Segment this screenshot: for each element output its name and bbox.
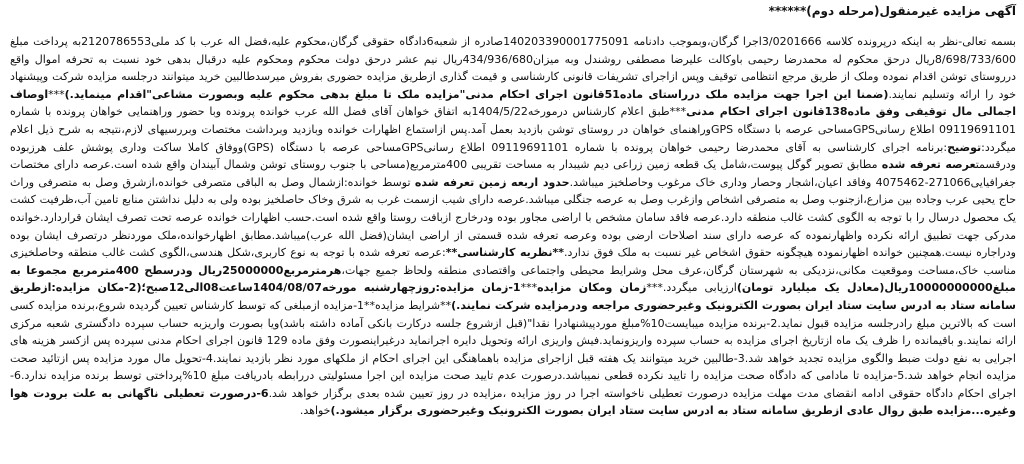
notice-text-segment: بسمه تعالی-نظر به اینکه درپرونده کلاسه 3/0201666اجرا گرگان،وبموجب دادنامه 140203390001775091صادره از شعبه6دادگاه حقوقی گرگان،محکوم علیه،فضل اله عرب با کد ملی2120786553به پرداخت مبلغ 8/698/733/600ریال درحق محکوم له محمدرضا رحیمی باوکالت علیرضا مصطفی روشندل وبه میزان434/936/680ریال نیم عشر درحق دولت محکوم ومحکوم علیه درقبال بدهی خود نسبت به تحرفه اموال واقع درروستای توشن اقدام نموده وملک از طریق مرجع انتظامی توقیف وپس ازاجرای تشریفات قانونی کارشناسی و قیمت گذاری ازطریق مزایده حضوری بفروش میرسدطالبین خرید میتوانند درجلسه مزایده شرکت وپیشنهاد خود را ارائه وتسلیم نمایند. <box>10 35 1016 101</box>
notice-text-segment: خواهد. <box>299 404 331 418</box>
notice-text-segment: **شرایط مزایده**1-مزایده ازمبلغی که توسط کارشناس تعیین گردیده شروع،برنده مزایده کسی است که بالاترین مبلغ رادرجلسه مزایده قبول نماید.2-برنده مزایده میبایست10%مبلغ موردپیشنهادرا نقدا"(قبل ازشروع جلسه درکارت بانکی آماده داشته باشد)ویا بصورت واریزبه حساب سپرده دادگستری شعبه مرکزی ارائه نمایند.و باقیمانده را ظرف یک ماه ازتاریخ اجرای مزایده به حساب سپرده واریزونماید.فیش واریزی ارائه وتحویل دایره اجرانماید درغیراینصورت وفق ماده 129 قانون اجرای احکام مدنی سپرده پس ازکسر هزینه های اجرایی به نفع دولت ضبط والگوی مزایده تجدید خواهد شد.3-طالبین خرید میتوانند یک هفته قبل ازاجرای مزایده باهماهنگی این اجرای احکام از ملکهای مورد نظر بازدید نمایند.4-تحویل مال مورد مزایده پس ازتائید صحت مزایده انجام خواهد شد.5-مزایده تا مادامی که دادگاه صحت مزایده را تایید نکرده قطعی نمیباشد.درصورت عدم تایید صحت مزایده این اجرا مسئولیتی دررابطه بادریافت مبلغ 10%پرداختی توسط برنده مزایده ندارد.6-اجرای احکام دادگاه حقوقی ادامه انقضای مدت مهلت مزایده درصورت تعطیلی ناخواسته اجرا در روز مزایده ،مزایده در روز تعیین شده بعدی برگزار خواهد شد. <box>10 298 1016 400</box>
notice-emphasis-segment: حدود اربعه زمین تعرفه شده <box>414 175 570 189</box>
notice-text-segment: ***طبق اعلام کارشناس درمورخه1404/5/22به اتفاق خواهان آقای فضل الله عرب خوانده پرونده وبا حضور وراهنمایی خواهان پرونده با شماره 09119691101 اطلاع رسانیGPSمساحی عرصه با دستگاه GPSوراهنمای خواهان در روستای توشن بازدید بعمل آمد.پس ازاستماع اظهارات خوانده وبازدید وبرداشت مختصات وبررسیهای لازم،نتیجه به شرح ذیل اعلام میگردد: <box>10 105 1016 154</box>
notice-emphasis-segment: 6-درصورت تعطیلی ناگهانی به علت برودت هوا وغیره...مزایده طبق روال عادی ازطریق سامانه ستاد به ادرس سایت ستاد ایران بصورت الکترونیک وغیرحضوری برگزار میشود.) <box>10 386 1016 418</box>
auction-notice <box>2 2 1022 464</box>
notice-text-segment: :برنامه اجرای کارشناسی به آقای محمدرضا رحیمی خواهان پرونده با شماره 09119691101 اطلاع رسانیGPSمساحی عرصه با دستگاه (GPS)ووفاق کاملا ساکت وداری پوشش علف هرزبوده ودرقسمت <box>10 140 1016 172</box>
notice-emphasis-segment: اوصاف اجمالی مال توقیفی وفق ماده138قانون اجرای احکام مدنی <box>10 87 1016 119</box>
notice-title: آگهی مزایده غیرمنقول(مرحله دوم)****** <box>768 4 1016 18</box>
notice-text-segment: :عرصه تعرفه شده با توجه به نوع کاربری،شکل هندسی،الگوی کشت غالب منطقه وحاصلخیزی مناسب خاک،مساحت وموقعیت مکانی،نزدیکی به شهرستان گرگان،عرف محل وشرایط محیطی واجتماعی واقتصادی منطقه ولحاظ جمیع جهات، <box>10 246 1016 277</box>
notice-text-segment: *** <box>520 281 538 295</box>
notice-text-segment: ارزیابی میگردد.*** <box>646 281 737 295</box>
notice-emphasis-segment: **نظریه کارشناسی** <box>445 246 565 260</box>
notice-emphasis-segment: 1-زمان مزایده:روزچهارشنبه مورخه1404/08/07ساعت08الی12صبح؛(2-مکان مزایده:ازطریق سامانه ستاد به ادرس سایت ستاد ایران بصورت الکترونیک وغیرحضوری مراجعه ودرمزایده شرکت نمایند.) <box>10 281 1016 312</box>
notice-emphasis-segment: هرمترمربع25000000ریال ودرسطح 400مترمربع مجموعا به مبلغ10000000000ریال(معادل یک میلیارد تومان) <box>10 263 1016 295</box>
notice-body <box>10 33 1016 420</box>
notice-emphasis-segment: توضیح <box>947 140 982 154</box>
notice-text-segment: مطابق تصویر گوگل پیوست،شامل یک قطعه زمین زراعی دیم شیبدار به مساحت تقریبی 400مترمربع(مساحی با جنوب روستای توشن وشمال آبیندان واقع شده است.عرصه دارای مختصات جغرافیایی271066-4075462 وفاقد اعیان،اشجار وحصار وداری خاک مرغوب وحاصلخیز میباشد. <box>10 158 1016 189</box>
notice-text-segment: *** <box>48 87 65 101</box>
notice-emphasis-segment: عرصه تعرفه شده <box>881 158 976 172</box>
notice-text-segment: توسط خوانده:ازشمال وصل به الباقی متصرفی خوانده،ازشرق وصل به متصرفی وراث حاج یحیی عرب وجاده بین مزارع،ازجنوب وصل به متصرفی اشخاص وازغرب وصل به عرصه جنگلی میباشد.عرصه دارای شیب ازسمت غرب به شرق وخاک حاصلخیز بوده ولی به دلیل نداشتن منابع تامین آب،ظرفیت کشت یک محصول درسال را با توجه به الگوی کشت غالب منطقه دارد.عرصه فاقد سامان مشخص با اراضی مجاور بوده ودرخارج ازبافت روستا واقع شده است.حسب اظهارات خوانده عرصه تحت تصرف ایشان قراردارد.خوانده مدرکی جهت تطبیق ارائه نکرده واظهارنموده که عرصه دارای سند اصلاحات ارضی بوده وعرصه تعرفه شده قسمتی از اراضی ایشان(فضل الله عرب)میباشد.مطابق اظهارخوانده،ملک موردنظر درتصرف ایشان بوده ودراجاره نیست.همچنین خوانده اظهارنموده هیچگونه حقوق اشخاص غیر نسبت به ملک فوق ندارد. <box>10 175 1016 260</box>
notice-emphasis-segment: (ضمنا این اجرا جهت مزایده ملک درراستای ماده51قانون اجرای احکام مدنی"مزایده ملک تا مبلغ بدهی محکوم علیه وبصورت مشاعی"اقدام مینماید.) <box>64 87 889 101</box>
notice-emphasis-segment: زمان ومکان مزایده <box>537 281 647 295</box>
